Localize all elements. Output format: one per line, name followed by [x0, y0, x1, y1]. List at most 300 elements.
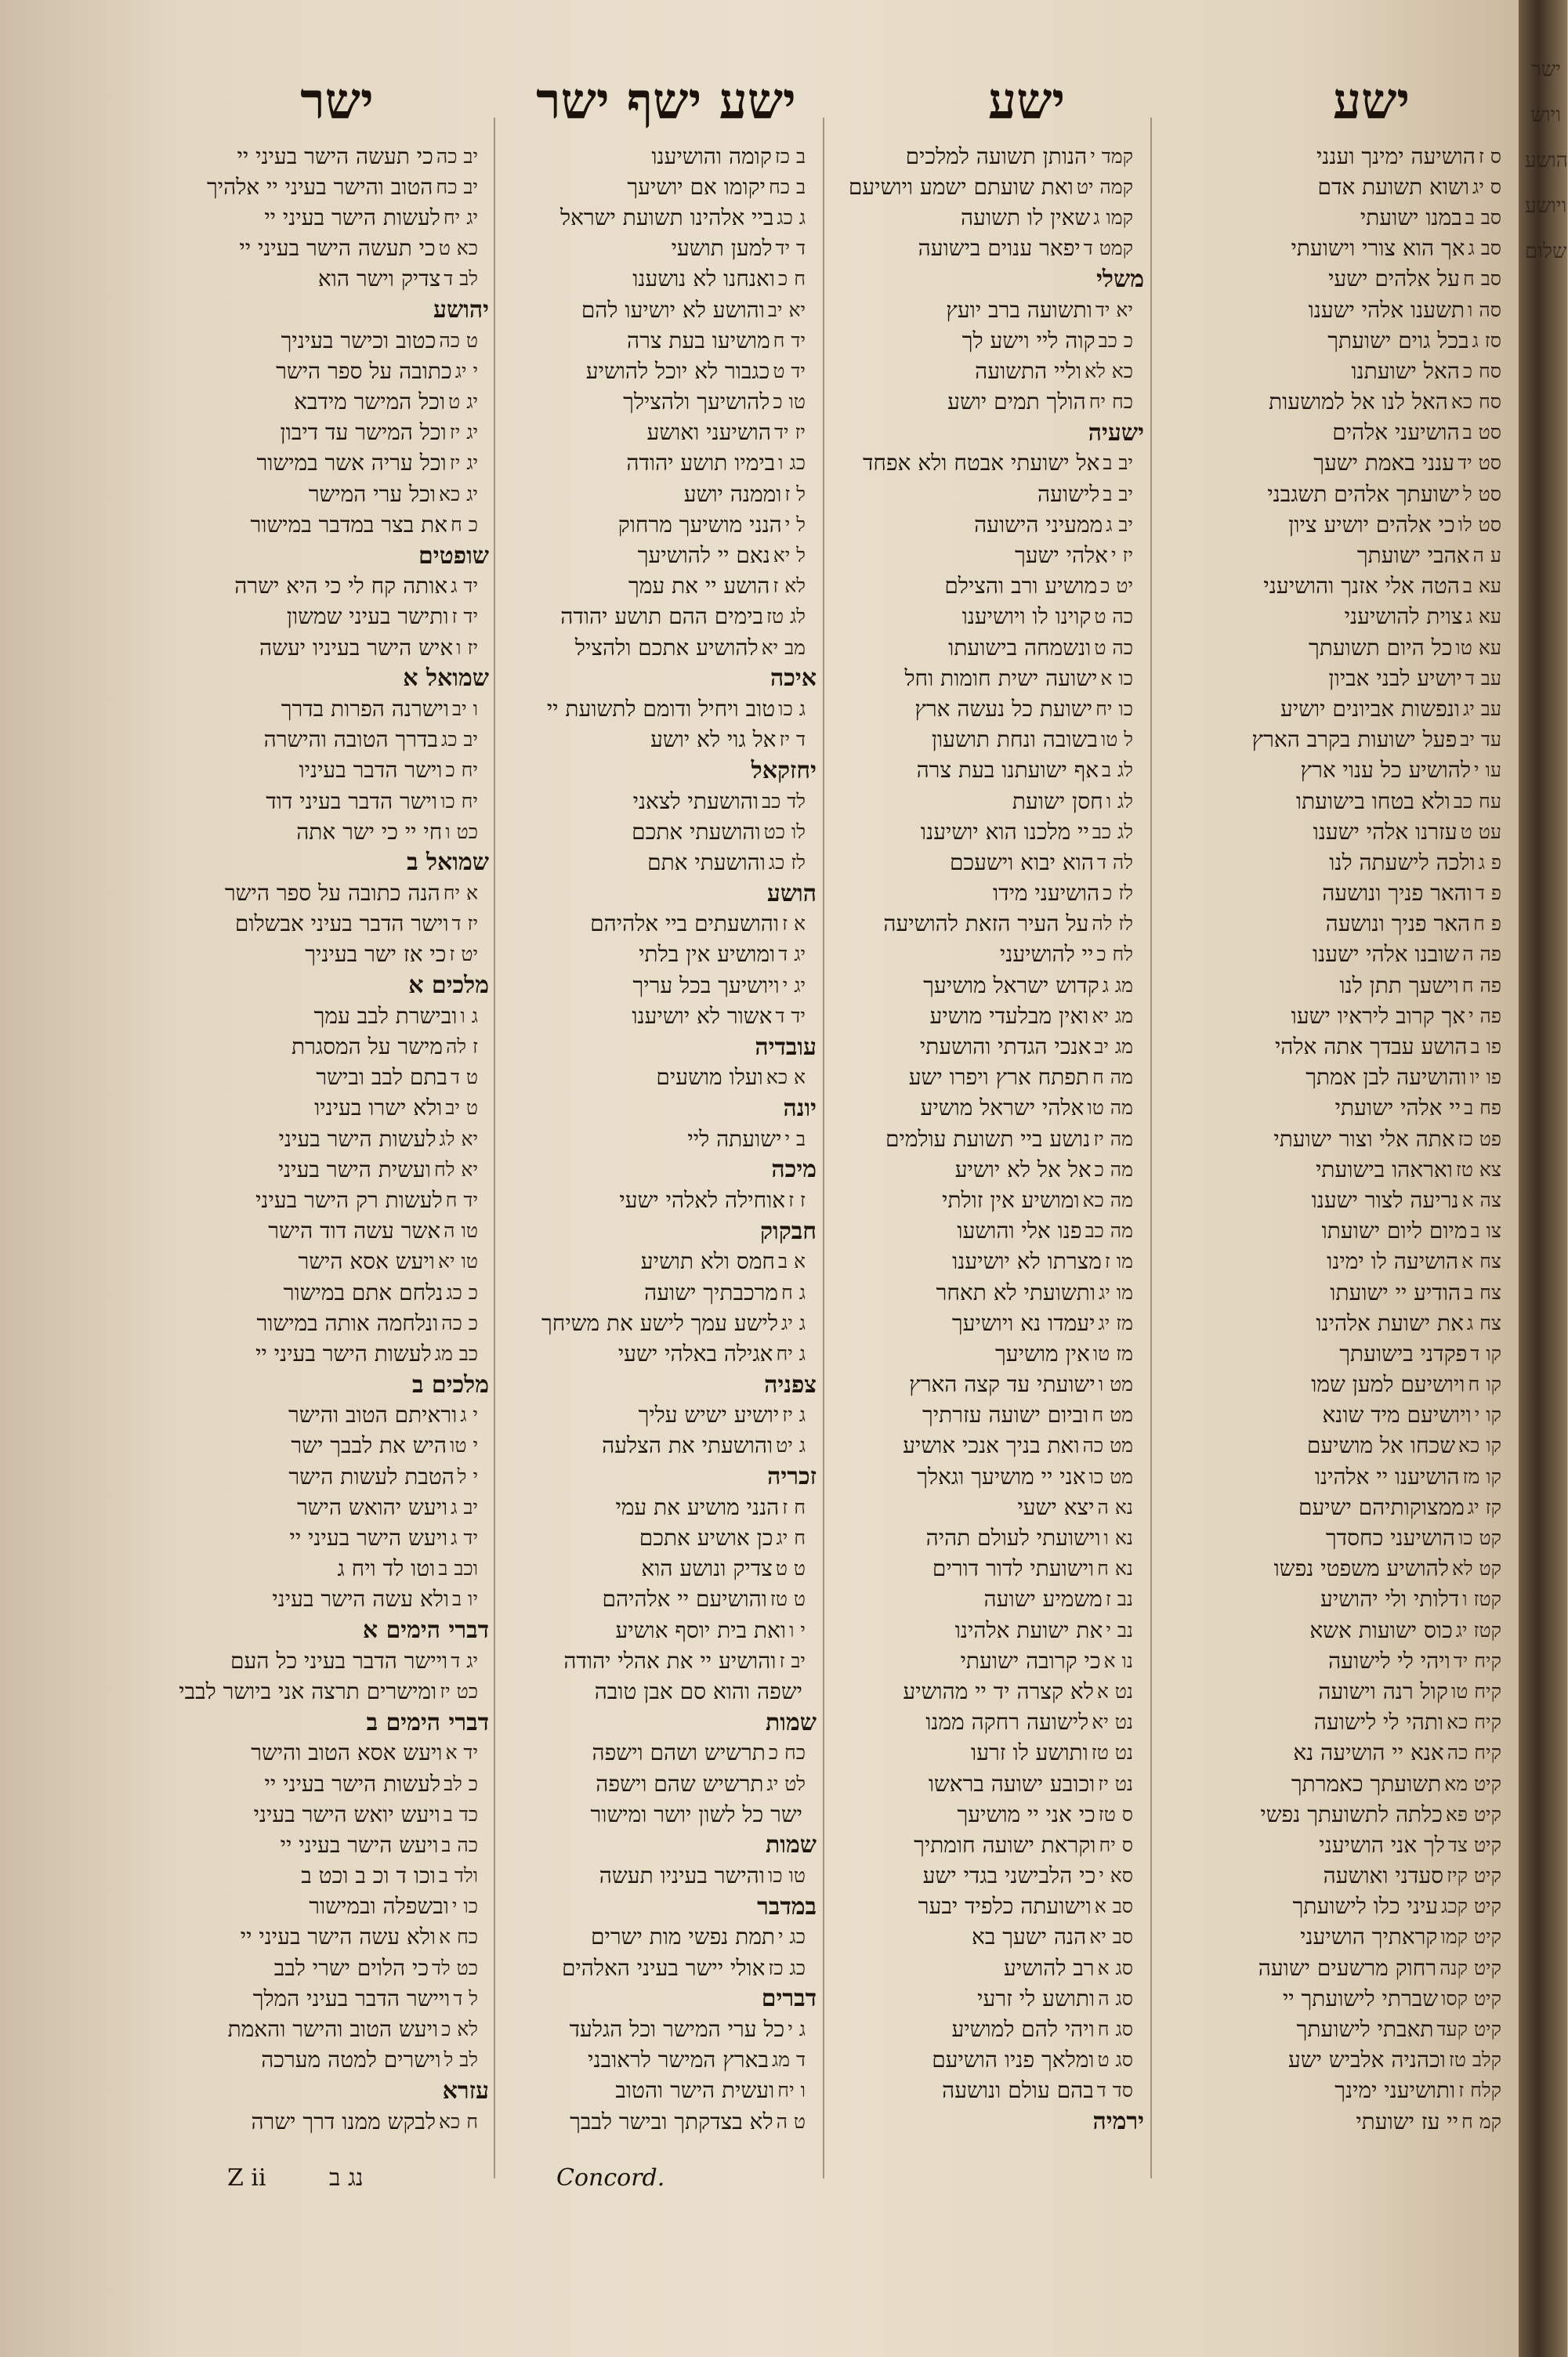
verse-reference: מט כה — [1082, 1434, 1133, 1457]
verse-reference: עב ד — [1465, 666, 1501, 690]
entry-text: אולי יישר בעיני האלהים — [561, 1954, 766, 1981]
verse-reference: קלח ז — [1458, 2079, 1501, 2102]
entry-text: ויעש אסא הטוב והישר — [251, 1740, 443, 1766]
verse-reference: עא ב — [1462, 574, 1501, 598]
entry-text: כי תעשה הישר בעיני יי — [239, 235, 436, 262]
entry-text: בימים ההם תושע יהודה — [560, 603, 764, 630]
book-heading — [166, 1615, 489, 1646]
concordance-entry — [166, 448, 489, 479]
concordance-entry — [502, 1185, 817, 1215]
concordance-entry — [831, 1830, 1144, 1860]
concordance-entry — [1158, 1154, 1512, 1185]
verse-reference: סב א — [1094, 1895, 1133, 1918]
concordance-entry — [1158, 264, 1512, 295]
concordance-entry — [166, 1338, 489, 1369]
verse-reference: פ ג — [1478, 850, 1501, 874]
concordance-entry — [1158, 172, 1512, 202]
concordance-entry — [166, 1154, 489, 1185]
verse-reference: ו יח — [777, 2079, 806, 2102]
entry-text: וישר הדבר בעיניו — [299, 757, 443, 784]
verse-reference: ז לה — [446, 1035, 478, 1059]
verse-reference: ט ה — [776, 2109, 806, 2133]
concordance-entry — [831, 786, 1144, 816]
verse-reference: סב ח — [1462, 267, 1501, 291]
verse-reference: יא לג — [439, 1127, 478, 1150]
verse-reference: כג ו — [778, 451, 806, 475]
verse-reference: סז ג — [1472, 328, 1501, 352]
verse-reference: כד ב — [443, 1802, 478, 1826]
concordance-entry — [502, 847, 817, 878]
entry-text: וישועתי לדור דורים — [932, 1555, 1095, 1582]
verse-reference: כו י — [451, 1895, 478, 1918]
entry-text: תרשיש ושהם וישפה — [592, 1740, 766, 1766]
entry-text: לא בצדקתך ובישר לבבך — [570, 2108, 773, 2134]
verse-reference: נא ח — [1097, 1557, 1133, 1580]
concordance-entry — [831, 1308, 1144, 1338]
entry-text: אוחילה לאלהי ישעי — [619, 1186, 786, 1213]
concordance-entry — [831, 1707, 1144, 1738]
entry-text: והושעתים ביי אלהיהם — [590, 911, 780, 937]
concordance-entry — [1158, 1308, 1512, 1338]
verse-reference: יד ז — [451, 605, 478, 628]
entry-text: דברי הימים ב — [366, 1708, 489, 1736]
verse-reference: כו יח — [1095, 697, 1133, 720]
entry-text: חבקוק — [760, 1217, 817, 1245]
entry-text: היש את לבבך ישר — [291, 1432, 447, 1459]
entry-text: איש הישר בעיניו יעשה — [259, 634, 454, 661]
verse-reference: קיח כה — [1447, 1741, 1501, 1765]
entry-text: תשענו אלהי ישענו — [1308, 296, 1465, 323]
verse-reference: ג כו — [778, 697, 806, 720]
concordance-entry — [166, 693, 489, 724]
concordance-entry — [166, 1492, 489, 1522]
column-divider — [494, 118, 495, 2178]
concordance-entry — [1158, 1063, 1512, 1093]
concordance-entry — [831, 970, 1144, 1001]
concordance-entry — [1158, 847, 1512, 878]
book-heading — [166, 847, 489, 878]
entry-text: עזרנו אלהי ישענו — [1313, 818, 1458, 845]
header-col4: ישר — [300, 72, 374, 131]
concordance-entry — [166, 632, 489, 663]
verse-reference: יא יד — [1095, 298, 1133, 321]
concordance-entry — [1158, 970, 1512, 1001]
entry-text: מיכה — [771, 1156, 817, 1184]
concordance-entry — [502, 540, 817, 570]
concordance-entry — [166, 755, 489, 786]
concordance-entry — [502, 1769, 817, 1799]
entry-text: טוב ויחיל ודומם לתשועת יי — [546, 695, 776, 722]
verse-reference: עו י — [1473, 759, 1501, 782]
entry-text: ואת בית יוסף אושיע — [615, 1617, 787, 1643]
verse-reference: נב ז — [1105, 1588, 1133, 1611]
verse-reference: כא ט — [438, 237, 478, 260]
header-col2: ישע — [987, 72, 1066, 131]
entry-text: קוינו לו ויושיענו — [961, 603, 1092, 630]
entry-text: תשועתך כאמרתך — [1291, 1770, 1442, 1797]
concordance-entry — [831, 1370, 1144, 1400]
concordance-entry — [831, 1063, 1144, 1093]
concordance-entry — [502, 172, 817, 202]
verse-reference: צח א — [1461, 1250, 1501, 1273]
concordance-entry — [831, 1093, 1144, 1124]
verse-reference: קמט ד — [1083, 237, 1133, 260]
entry-text: ותושע לי זרעי — [977, 1985, 1095, 2011]
concordance-entry — [831, 1769, 1144, 1799]
concordance-entry — [1158, 1216, 1512, 1247]
entry-text: משמיע ישועה — [983, 1586, 1103, 1613]
entry-text: יושיע ישיש עליך — [638, 1402, 780, 1428]
entry-text: ונפשות אביונים יושיע — [1280, 695, 1461, 722]
verse-reference: מט ח — [1092, 1403, 1133, 1427]
entry-text: ביי אלהינו תשועת ישראל — [560, 204, 774, 230]
concordance-entry — [502, 1338, 817, 1369]
concordance-entry — [502, 693, 817, 724]
entry-text: לבקש ממנו דרך ישרה — [251, 2108, 436, 2134]
concordance-entry — [1158, 1400, 1512, 1431]
entry-text: עובדיה — [755, 1033, 817, 1061]
entry-text: בהם עולם ונושעה — [942, 2077, 1094, 2104]
entry-text: דברים — [761, 1985, 817, 2013]
concordance-entry — [166, 1892, 489, 1922]
verse-reference: קו ד — [1470, 1341, 1501, 1365]
entry-text: עזרא — [442, 2076, 489, 2105]
entry-text: חמס ולא תושיע — [640, 1248, 775, 1275]
verse-reference: קו כא — [1458, 1434, 1501, 1457]
verse-reference: ג יט — [776, 1434, 806, 1457]
concordance-entry — [166, 1093, 489, 1124]
concordance-entry — [1158, 571, 1512, 602]
concordance-entry — [831, 816, 1144, 847]
entry-text: והושעתי אתם — [647, 849, 766, 875]
verse-reference: עט ט — [1460, 820, 1501, 843]
verse-reference: כו א — [1100, 666, 1133, 690]
entry-text: ויושיעם למען שמו — [1311, 1371, 1465, 1398]
concordance-entry — [166, 909, 489, 940]
entry-text: במנו ישועתי — [1360, 204, 1462, 230]
entry-text: וכל ערי המישר — [308, 480, 436, 507]
verse-reference: סב ג — [1468, 237, 1501, 260]
book-heading — [166, 663, 489, 693]
entry-text: כי אלהים יושיע ציון — [1288, 511, 1455, 538]
entry-text: אל אל לא יושיע — [954, 1156, 1092, 1182]
entry-text: ותשועתי לא תאחר — [936, 1279, 1096, 1305]
entry-text: הושיעני ואושע — [646, 419, 771, 446]
verse-reference: ג ח — [781, 1280, 806, 1304]
entry-text: נאם יי להושיעך — [637, 542, 770, 569]
verse-reference: וכב ב — [438, 1557, 478, 1580]
verse-reference: נט יז — [1098, 1772, 1133, 1795]
entry-text: את ישועת אלהינו — [954, 1617, 1103, 1643]
concordance-entry — [1158, 1247, 1512, 1277]
concordance-entry — [831, 325, 1144, 356]
verse-reference: מה כא — [1082, 1188, 1133, 1211]
entry-text: נריעה לצור ישענו — [1311, 1186, 1459, 1213]
verse-reference: כ כב — [1098, 328, 1133, 352]
concordance-entry — [502, 295, 817, 325]
entry-text: וכו ד וכ ב וכט ב — [301, 1863, 436, 1889]
verse-reference: פט כז — [1458, 1127, 1501, 1150]
concordance-entry — [166, 786, 489, 816]
verse-reference: טו כו — [767, 1864, 806, 1888]
concordance-entry — [166, 1861, 489, 1892]
entry-text: ולא בטחו בישועתו — [1295, 787, 1450, 814]
concordance-entry — [166, 1216, 489, 1247]
entry-text: כוס ישועות אשא — [1309, 1617, 1453, 1643]
entry-text: פעל ישועות בקרב הארץ — [1251, 726, 1458, 753]
concordance-entry — [831, 1461, 1144, 1492]
concordance-entry — [166, 418, 489, 448]
concordance-entry — [831, 479, 1144, 509]
concordance-entry — [1158, 1738, 1512, 1769]
entry-text: זכריה — [767, 1463, 817, 1491]
verse-reference: לח כ — [1096, 943, 1133, 966]
verse-reference: קטז ו — [1462, 1588, 1501, 1611]
concordance-entry — [1158, 2076, 1512, 2106]
entry-text: בשובה ונחת תושעון — [931, 726, 1098, 753]
entry-text: אשר עשה דוד הישר — [268, 1218, 441, 1244]
entry-text: למען תושעי — [671, 235, 773, 262]
concordance-entry — [831, 1492, 1144, 1522]
entry-text: חי יי כי ישר אתה — [296, 818, 443, 845]
concordance-entry — [166, 1461, 489, 1492]
entry-text: והושעתי את הצלעה — [602, 1432, 773, 1459]
concordance-entry — [502, 602, 817, 632]
concordance-entry — [1158, 2106, 1512, 2137]
column-4 — [166, 141, 489, 2171]
verse-reference: יח כ — [445, 759, 478, 782]
entry-text: הנני מושיעך מרחוק — [617, 511, 782, 538]
verse-reference: מה טו — [1087, 1096, 1133, 1120]
concordance-entry — [831, 1124, 1144, 1154]
verse-reference: לז כג — [768, 850, 806, 874]
concordance-entry — [1158, 1769, 1512, 1799]
verse-reference: כ כג — [446, 1280, 478, 1304]
concordance-entry — [166, 1983, 489, 2014]
verse-reference: עב יג — [1463, 697, 1501, 720]
book-heading — [502, 1154, 817, 1185]
verse-reference: יד ט — [773, 359, 806, 382]
entry-text: ויעש הטוב והישר והאמת — [227, 2016, 439, 2043]
entry-text: ומושיע אין בלתי — [639, 941, 776, 968]
entry-text: מלכים ב — [412, 1370, 489, 1399]
verse-reference: סט יד — [1458, 451, 1501, 475]
entry-text: מושיע ורב והצילם — [944, 573, 1098, 599]
column-3 — [502, 141, 817, 2171]
verse-reference: יב כה — [436, 144, 478, 168]
verse-reference: כג י — [778, 1925, 806, 1949]
entry-text: אין מושיעך — [995, 1340, 1090, 1367]
concordance-entry — [1158, 1492, 1512, 1522]
concordance-entry — [1158, 479, 1512, 509]
verse-reference: קיח כא — [1447, 1711, 1501, 1734]
concordance-entry — [166, 1063, 489, 1093]
concordance-entry — [166, 1799, 489, 1830]
concordance-entry — [831, 1922, 1144, 1953]
concordance-entry — [1158, 725, 1512, 755]
entry-text: על אלהים ישעי — [1328, 266, 1460, 292]
verse-reference: כח א — [439, 1925, 478, 1949]
entry-text: לישועה — [1037, 480, 1100, 507]
entry-text: אלהי ישראל מושיע — [920, 1095, 1085, 1121]
concordance-entry — [1158, 878, 1512, 909]
entry-text: כי תעשה הישר בעיני יי — [237, 143, 433, 169]
concordance-entry — [1158, 2014, 1512, 2044]
verse-reference: ג י — [788, 2018, 806, 2041]
entry-text: תפתח ארץ ויפרו ישע — [908, 1064, 1090, 1091]
entry-text: חסן ישועת — [1012, 787, 1103, 814]
entry-text: ישועתי עד קצה הארץ — [909, 1371, 1095, 1398]
verse-reference: יג כא — [439, 482, 478, 505]
verse-reference: יב ב — [1103, 451, 1133, 475]
entry-text: ואת בניך אנכי אושיע — [903, 1432, 1080, 1459]
concordance-entry — [166, 1522, 489, 1553]
concordance-entry — [831, 448, 1144, 479]
verse-reference: ל ד — [453, 1986, 478, 2010]
entry-text: בימיו תושע יהודה — [626, 450, 776, 476]
concordance-entry — [831, 2014, 1144, 2044]
entry-text: ישועתה ליי — [687, 1125, 782, 1152]
verse-reference: סב יא — [1089, 1925, 1133, 1949]
entry-text: והושעתי לצאני — [632, 787, 759, 814]
verse-reference: קיט פא — [1445, 1802, 1501, 1826]
entry-text: ישפה והוא סם אבן טובה — [594, 1678, 802, 1704]
concordance-entry — [831, 909, 1144, 940]
entry-text: ובשפלה ובמישור — [309, 1893, 449, 1920]
verse-reference: ס ז — [1478, 144, 1501, 168]
entry-text: הטבת לעשות הישר — [288, 1463, 454, 1490]
book-heading — [831, 264, 1144, 295]
concordance-entry — [831, 1277, 1144, 1308]
concordance-entry — [1158, 1124, 1512, 1154]
concordance-entry — [831, 1953, 1144, 1983]
entry-text: וישועתה כלפיד יבער — [918, 1893, 1092, 1920]
verse-reference: יט כ — [1100, 574, 1133, 598]
verse-reference: מט ו — [1098, 1373, 1133, 1396]
entry-text: על העיר הזאת להושיעה — [883, 911, 1089, 937]
concordance-entry — [1158, 909, 1512, 940]
verse-reference: קט כו — [1458, 1526, 1501, 1550]
verse-reference: צח ג — [1466, 1311, 1501, 1334]
entry-text: ויושיעם מיד שונא — [1322, 1402, 1472, 1428]
verse-reference: קטז יג — [1455, 1618, 1501, 1642]
entry-text: וביום ישועה עזרתיך — [922, 1402, 1089, 1428]
verse-reference: סב ב — [1465, 205, 1501, 229]
verse-reference: ס טז — [1098, 1802, 1133, 1826]
verse-reference: מג ג — [1102, 973, 1133, 997]
verse-reference: סט ל — [1463, 482, 1501, 505]
entry-text: ישעיה — [1088, 418, 1144, 447]
entry-text: יי אלהי ישועתי — [1334, 1095, 1461, 1121]
verse-reference: לט יג — [766, 1772, 806, 1795]
entry-text: ואראהו בישועתי — [1316, 1156, 1453, 1182]
entry-text: בתם לבב ובישר — [316, 1064, 447, 1091]
verse-reference: לד כב — [762, 789, 806, 813]
verse-reference: י ו — [789, 1618, 806, 1642]
entry-text: ויישר הדבר בעיני כל העם — [230, 1647, 448, 1674]
entry-text: כי אני יי מושיעך — [957, 1801, 1095, 1827]
entry-text: בארץ המישר לראובני — [588, 2047, 769, 2073]
entry-text: וליי התשועה — [975, 357, 1082, 384]
concordance-entry — [166, 1185, 489, 1215]
verse-reference: יב ג — [451, 1495, 478, 1519]
verse-reference: ל טו — [1100, 728, 1133, 751]
verse-reference: יז ד — [451, 912, 478, 936]
verse-reference: כח כ — [768, 1741, 806, 1765]
verse-reference: ג כג — [777, 205, 806, 229]
concordance-entry — [502, 2045, 817, 2076]
entry-text: יונה — [783, 1094, 817, 1122]
verse-reference: כב מג — [434, 1341, 478, 1365]
entry-text: והאר פניך ונושעה — [1322, 880, 1472, 907]
verse-reference: נא ו — [1103, 1526, 1133, 1550]
entry-text: אך קרוב ליראיו ישעו — [1291, 1002, 1466, 1029]
entry-text: הודיע יי ישועתו — [1330, 1279, 1461, 1305]
entry-text: ויהי לי לישועה — [1328, 1647, 1450, 1674]
concordance-entry — [831, 1799, 1144, 1830]
verse-reference: נט יא — [1092, 1711, 1133, 1734]
concordance-entry — [1158, 1001, 1512, 1031]
concordance-entry — [502, 509, 817, 540]
verse-reference: קו י — [1474, 1403, 1501, 1427]
entry-text: ותשועה ברב יועץ — [946, 296, 1092, 323]
verse-reference: קמד י — [1090, 144, 1133, 168]
concordance-entry — [1158, 755, 1512, 786]
concordance-entry — [1158, 1892, 1512, 1922]
verse-reference: קיט קיז — [1447, 1864, 1501, 1888]
entry-text: אל גוי לא יושע — [650, 726, 777, 753]
signature-mark: Z ii — [227, 2164, 266, 2192]
concordance-entry — [502, 1124, 817, 1154]
verse-reference: קיט קנה — [1439, 1956, 1501, 1979]
verse-reference: יב ב — [1103, 482, 1133, 505]
concordance-entry — [831, 387, 1144, 418]
book-heading — [502, 1830, 817, 1860]
concordance-entry — [166, 387, 489, 418]
verse-reference: נט טז — [1091, 1741, 1133, 1765]
concordance-entry — [502, 1646, 817, 1676]
verse-reference: קמו ג — [1093, 205, 1133, 229]
entry-text: הושיעה ימינך וענני — [1316, 143, 1476, 169]
entry-text: אנכי הגדתי והושעתי — [919, 1034, 1092, 1060]
concordance-entry — [1158, 418, 1512, 448]
verse-reference: צו ב — [1470, 1219, 1501, 1243]
entry-text: לישועה רחקה ממנו — [925, 1709, 1089, 1736]
concordance-entry — [502, 2014, 817, 2044]
verse-reference: י ל — [457, 1465, 478, 1488]
entry-text: שמות — [766, 1831, 817, 1859]
book-heading — [166, 2076, 489, 2106]
concordance-entry — [166, 1922, 489, 1953]
concordance-entry — [831, 940, 1144, 970]
verse-reference: יג י — [782, 973, 806, 997]
concordance-entry — [1158, 1646, 1512, 1676]
entry-text: ישועתך אלהים תשגבני — [1267, 480, 1461, 507]
entry-text: הנותן תשועה למלכים — [905, 143, 1088, 169]
concordance-entry — [166, 725, 489, 755]
verse-reference: כ כה — [441, 1311, 478, 1334]
concordance-entry — [502, 1738, 817, 1769]
concordance-entry — [502, 1554, 817, 1584]
concordance-entry — [1158, 1983, 1512, 2014]
entry-text: כלתה לתשועתך נפשי — [1260, 1801, 1443, 1827]
concordance-entry — [166, 1738, 489, 1769]
entry-text: ישועת כל נעשה ארץ — [914, 695, 1093, 722]
verse-reference: מו יג — [1099, 1280, 1133, 1304]
concordance-entry — [166, 1031, 489, 1062]
entry-text: וממנה יושע — [683, 480, 782, 507]
verse-reference: פו יו — [1469, 1066, 1501, 1089]
